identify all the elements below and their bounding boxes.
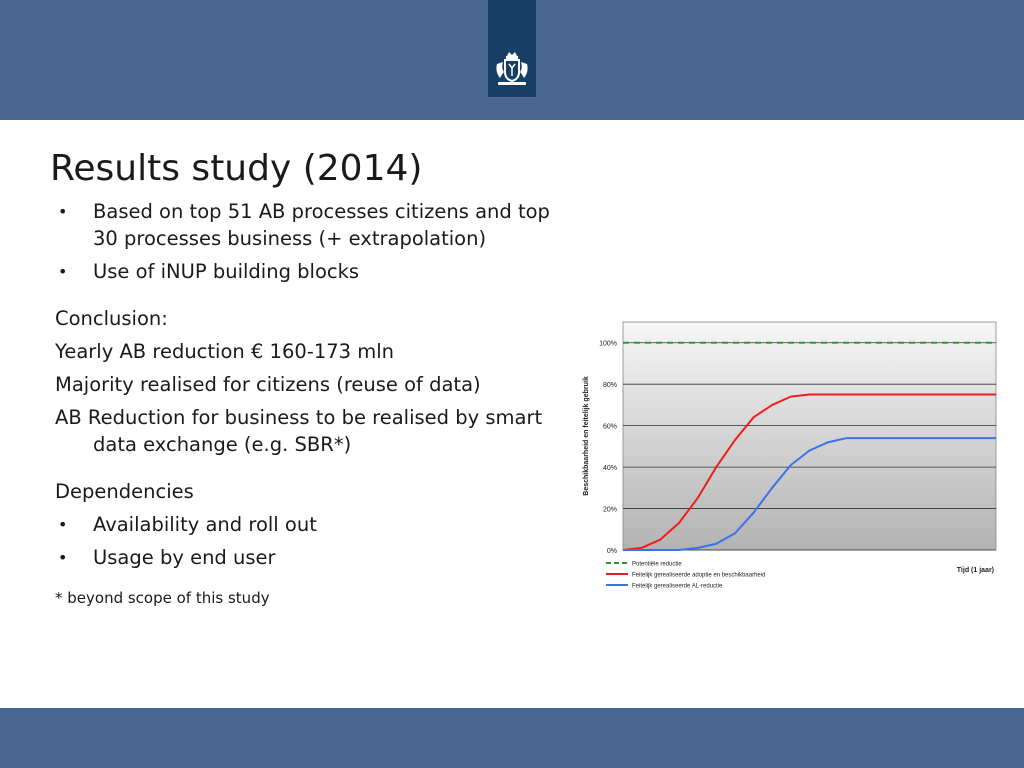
plot-area <box>623 322 996 550</box>
dependencies-heading: Dependencies <box>55 480 194 503</box>
bullet-marker: • <box>58 262 68 281</box>
adoption-chart <box>578 310 998 595</box>
y-tick-label: 20% <box>602 506 617 514</box>
x-axis-label: Tijd (1 jaar) <box>956 567 994 574</box>
conclusion-line: Yearly AB reduction € 160-173 mln <box>55 340 395 363</box>
logo-banner <box>488 0 536 97</box>
bullet-item <box>55 258 575 285</box>
slide-body <box>55 198 575 612</box>
y-tick-label: 60% <box>602 423 617 431</box>
slide-title: Results study (2014) <box>50 148 423 189</box>
conclusion-line: Majority realised for citizens (reuse of data) <box>55 373 481 396</box>
bullet-text: Use of iNUP building blocks <box>93 260 360 283</box>
legend-entry: Potentiële reductie <box>632 561 682 568</box>
bullet-item <box>55 198 575 252</box>
chart-svg <box>578 310 998 595</box>
y-tick-label: 40% <box>602 465 617 473</box>
bullet-text: Based on top 51 AB processes citizens and top 30 processes business (+ extrapolation) <box>93 200 550 250</box>
header-band <box>0 0 1024 120</box>
y-tick-label: 80% <box>602 382 617 390</box>
bullet-item <box>55 544 575 571</box>
bullet-marker: • <box>58 548 68 567</box>
bullet-marker: • <box>58 515 68 534</box>
y-tick-label: 0% <box>606 548 617 555</box>
bullet-item <box>55 511 575 538</box>
bullet-text: Availability and roll out <box>93 513 317 536</box>
legend-entry: Feitelijk gerealiseerde adoptie en beschikbaarheid <box>632 572 766 579</box>
footer-band <box>0 708 1024 768</box>
bullet-text: Usage by end user <box>93 546 276 569</box>
legend-entry: Feitelijk gerealiseerde AL-reductie <box>632 583 723 590</box>
conclusion-heading: Conclusion: <box>55 307 168 330</box>
footnote: * beyond scope of this study <box>55 589 270 607</box>
bullet-marker: • <box>58 202 68 221</box>
coat-of-arms-logo <box>492 50 532 90</box>
conclusion-line: AB Reduction for business to be realised by smart data exchange (e.g. SBR*) <box>55 406 543 456</box>
y-tick-label: 100% <box>599 340 617 348</box>
y-axis-label: Beschikbaarheid en feitelijk gebruik <box>583 376 590 496</box>
